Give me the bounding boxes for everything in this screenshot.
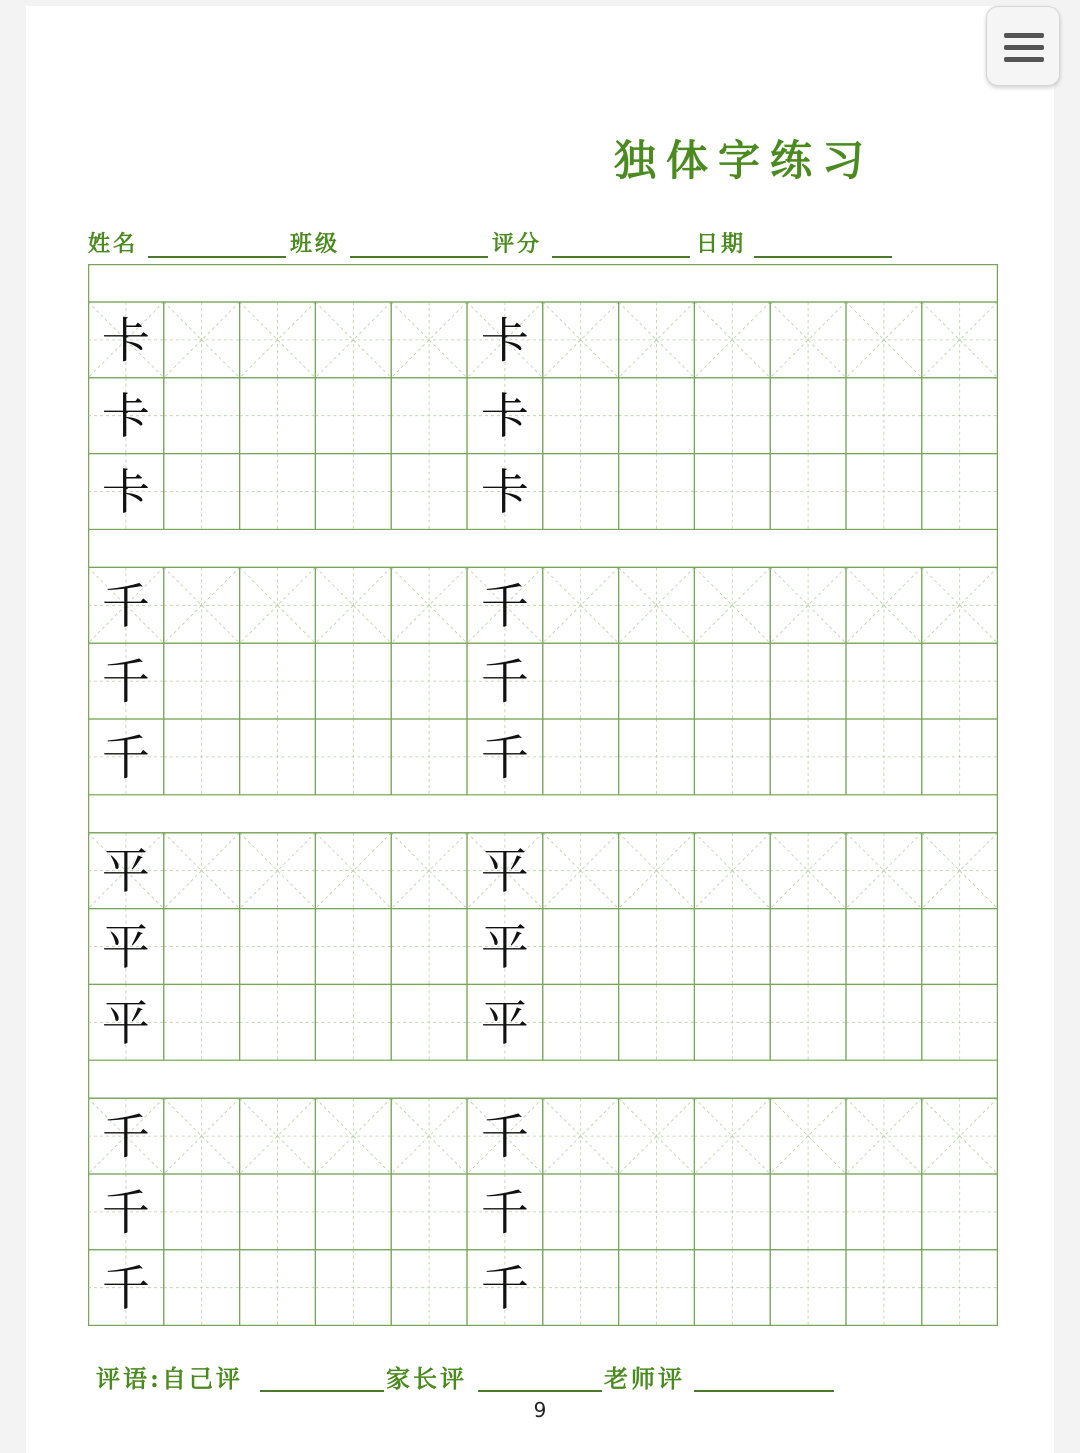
date-field[interactable]	[696, 226, 896, 262]
writing-cell[interactable]	[770, 302, 846, 378]
writing-cell[interactable]	[315, 1174, 391, 1250]
model-character: 千	[480, 1260, 529, 1317]
writing-cell[interactable]	[619, 1250, 695, 1326]
writing-cell[interactable]	[88, 302, 164, 378]
writing-cell[interactable]	[922, 1250, 998, 1326]
model-character: 卡	[101, 464, 150, 521]
writing-cell[interactable]	[619, 567, 695, 643]
writing-cell[interactable]	[619, 984, 695, 1060]
writing-cell[interactable]	[694, 1098, 770, 1174]
writing-cell[interactable]	[694, 719, 770, 795]
writing-cell[interactable]	[846, 567, 922, 643]
writing-cell[interactable]	[164, 909, 240, 985]
model-character: 千	[480, 1184, 529, 1241]
model-character: 卡	[101, 312, 150, 369]
writing-cell[interactable]	[164, 567, 240, 643]
writing-cell[interactable]	[164, 302, 240, 378]
writing-cell[interactable]	[543, 643, 619, 719]
writing-cell[interactable]	[467, 454, 543, 530]
writing-cell[interactable]	[164, 1174, 240, 1250]
writing-cell[interactable]	[391, 454, 467, 530]
writing-cell[interactable]	[164, 643, 240, 719]
writing-cell[interactable]	[619, 833, 695, 909]
writing-cell[interactable]	[88, 984, 164, 1060]
writing-cell[interactable]	[543, 833, 619, 909]
writing-cell[interactable]	[391, 909, 467, 985]
writing-cell[interactable]	[922, 984, 998, 1060]
writing-cell[interactable]	[315, 302, 391, 378]
writing-cell[interactable]	[770, 719, 846, 795]
footer-self-review[interactable]	[96, 1360, 386, 1396]
writing-cell[interactable]	[467, 833, 543, 909]
writing-cell[interactable]	[467, 719, 543, 795]
writing-cell[interactable]	[922, 833, 998, 909]
writing-cell[interactable]	[694, 909, 770, 985]
writing-cell[interactable]	[315, 1250, 391, 1326]
footer-parent-review[interactable]	[386, 1360, 604, 1396]
writing-cell[interactable]	[391, 567, 467, 643]
footer-teacher-review[interactable]	[604, 1360, 836, 1396]
writing-cell[interactable]	[543, 984, 619, 1060]
writing-cell[interactable]	[694, 984, 770, 1060]
writing-cell[interactable]	[543, 1250, 619, 1326]
model-character: 卡	[480, 388, 529, 445]
model-character: 平	[101, 919, 150, 976]
writing-cell[interactable]	[846, 1098, 922, 1174]
writing-cell[interactable]	[164, 984, 240, 1060]
writing-cell[interactable]	[543, 378, 619, 454]
model-character: 平	[101, 995, 150, 1052]
writing-cell[interactable]	[543, 909, 619, 985]
writing-cell[interactable]	[88, 643, 164, 719]
writing-cell[interactable]	[694, 454, 770, 530]
writing-cell[interactable]	[315, 643, 391, 719]
writing-cell[interactable]	[88, 909, 164, 985]
model-character: 千	[480, 654, 529, 711]
model-character: 平	[480, 995, 529, 1052]
writing-cell[interactable]	[240, 1098, 316, 1174]
writing-cell[interactable]	[619, 909, 695, 985]
writing-cell[interactable]	[315, 833, 391, 909]
model-character: 千	[101, 1260, 150, 1317]
model-character: 千	[101, 578, 150, 635]
writing-cell[interactable]	[619, 378, 695, 454]
writing-cell[interactable]	[922, 1098, 998, 1174]
writing-cell[interactable]	[391, 643, 467, 719]
writing-cell[interactable]	[240, 567, 316, 643]
writing-cell[interactable]	[391, 833, 467, 909]
writing-cell[interactable]	[240, 643, 316, 719]
writing-cell[interactable]	[770, 909, 846, 985]
writing-cell[interactable]	[88, 378, 164, 454]
model-character: 卡	[480, 312, 529, 369]
writing-cell[interactable]	[240, 719, 316, 795]
writing-cell[interactable]	[315, 984, 391, 1060]
writing-cell[interactable]	[164, 1250, 240, 1326]
writing-cell[interactable]	[88, 719, 164, 795]
self-review-underline	[260, 1390, 384, 1392]
writing-cell[interactable]	[164, 833, 240, 909]
writing-cell[interactable]	[846, 454, 922, 530]
writing-cell[interactable]	[694, 643, 770, 719]
name-field[interactable]	[88, 226, 288, 262]
footer-self-label	[96, 1359, 243, 1394]
score-label: 评分	[492, 231, 543, 257]
writing-cell[interactable]	[467, 1174, 543, 1250]
model-character: 千	[101, 729, 150, 786]
writing-cell[interactable]	[619, 454, 695, 530]
writing-cell[interactable]	[391, 984, 467, 1060]
writing-cell[interactable]	[467, 378, 543, 454]
writing-cell[interactable]	[164, 378, 240, 454]
writing-cell[interactable]	[846, 643, 922, 719]
writing-cell[interactable]	[922, 1174, 998, 1250]
writing-cell[interactable]	[846, 719, 922, 795]
writing-cell[interactable]	[88, 833, 164, 909]
practice-block	[88, 1098, 998, 1325]
writing-cell[interactable]	[846, 833, 922, 909]
writing-cell[interactable]	[543, 1174, 619, 1250]
writing-cell[interactable]	[922, 302, 998, 378]
writing-cell[interactable]	[467, 984, 543, 1060]
writing-cell[interactable]	[619, 302, 695, 378]
writing-cell[interactable]	[240, 378, 316, 454]
name-label: 姓名	[88, 231, 139, 257]
writing-cell[interactable]	[619, 1098, 695, 1174]
writing-cell[interactable]	[694, 1174, 770, 1250]
writing-cell[interactable]	[467, 567, 543, 643]
model-character: 平	[480, 843, 529, 900]
menu-button[interactable]	[986, 6, 1060, 86]
writing-cell[interactable]	[694, 378, 770, 454]
writing-cell[interactable]	[922, 719, 998, 795]
teacher-review-label: 老师评	[604, 1364, 685, 1393]
writing-cell[interactable]	[770, 378, 846, 454]
writing-cell[interactable]	[240, 909, 316, 985]
writing-cell[interactable]	[694, 567, 770, 643]
writing-cell[interactable]	[770, 1098, 846, 1174]
class-underline	[350, 256, 488, 258]
writing-cell[interactable]	[467, 1250, 543, 1326]
model-character: 千	[101, 1109, 150, 1166]
writing-cell[interactable]	[694, 302, 770, 378]
model-character: 千	[480, 729, 529, 786]
writing-cell[interactable]	[770, 833, 846, 909]
writing-cell[interactable]	[88, 567, 164, 643]
writing-cell[interactable]	[619, 643, 695, 719]
class-label: 班级	[290, 231, 341, 257]
model-character: 千	[101, 654, 150, 711]
writing-cell[interactable]	[240, 454, 316, 530]
writing-cell[interactable]	[467, 302, 543, 378]
writing-cell[interactable]	[543, 302, 619, 378]
writing-cell[interactable]	[88, 1250, 164, 1326]
writing-cell[interactable]	[88, 454, 164, 530]
self-review-label: 自己评	[161, 1364, 243, 1393]
writing-cell[interactable]	[846, 1174, 922, 1250]
score-field[interactable]	[492, 226, 692, 262]
writing-cell[interactable]	[922, 909, 998, 985]
practice-grid	[88, 264, 998, 1326]
writing-cell[interactable]	[391, 302, 467, 378]
model-character: 卡	[480, 464, 529, 521]
model-character: 卡	[101, 388, 150, 445]
writing-cell[interactable]	[391, 1250, 467, 1326]
writing-cell[interactable]	[164, 719, 240, 795]
practice-block	[88, 833, 998, 1060]
writing-cell[interactable]	[240, 1174, 316, 1250]
writing-cell[interactable]	[315, 567, 391, 643]
writing-cell[interactable]	[694, 833, 770, 909]
writing-cell[interactable]	[619, 719, 695, 795]
class-field[interactable]	[290, 226, 490, 262]
writing-cell[interactable]	[619, 1174, 695, 1250]
writing-cell[interactable]	[467, 643, 543, 719]
writing-cell[interactable]	[846, 378, 922, 454]
page-title: 独体字练习	[614, 136, 875, 185]
writing-cell[interactable]	[240, 833, 316, 909]
model-character: 千	[101, 1184, 150, 1241]
writing-cell[interactable]	[770, 643, 846, 719]
writing-cell[interactable]	[694, 1250, 770, 1326]
writing-cell[interactable]	[846, 1250, 922, 1326]
date-label: 日期	[696, 231, 747, 257]
practice-block	[88, 567, 998, 794]
writing-cell[interactable]	[922, 378, 998, 454]
score-underline	[552, 256, 690, 258]
writing-cell[interactable]	[543, 719, 619, 795]
writing-cell[interactable]	[467, 1098, 543, 1174]
writing-cell[interactable]	[164, 454, 240, 530]
writing-cell[interactable]	[467, 909, 543, 985]
writing-cell[interactable]	[922, 567, 998, 643]
model-character: 平	[480, 919, 529, 976]
model-character: 千	[480, 1109, 529, 1166]
parent-review-label: 家长评	[386, 1364, 467, 1393]
writing-cell[interactable]	[315, 909, 391, 985]
page-number: 9	[533, 1398, 547, 1422]
writing-cell[interactable]	[391, 1174, 467, 1250]
writing-cell[interactable]	[770, 1250, 846, 1326]
writing-cell[interactable]	[846, 302, 922, 378]
writing-cell[interactable]	[543, 1098, 619, 1174]
writing-cell[interactable]	[240, 302, 316, 378]
writing-cell[interactable]	[315, 454, 391, 530]
writing-cell[interactable]	[391, 719, 467, 795]
writing-cell[interactable]	[543, 454, 619, 530]
footer-prefix: 评语:	[96, 1364, 162, 1393]
writing-cell[interactable]	[770, 984, 846, 1060]
writing-cell[interactable]	[543, 567, 619, 643]
writing-cell[interactable]	[770, 454, 846, 530]
writing-cell[interactable]	[88, 1098, 164, 1174]
writing-cell[interactable]	[922, 643, 998, 719]
writing-cell[interactable]	[240, 1250, 316, 1326]
writing-cell[interactable]	[391, 378, 467, 454]
writing-cell[interactable]	[315, 378, 391, 454]
model-character: 千	[480, 578, 529, 635]
writing-cell[interactable]	[770, 1174, 846, 1250]
teacher-review-underline	[694, 1390, 834, 1392]
parent-review-underline	[478, 1390, 602, 1392]
practice-block	[88, 302, 998, 529]
writing-cell[interactable]	[315, 1098, 391, 1174]
writing-cell[interactable]	[88, 1174, 164, 1250]
date-underline	[754, 256, 892, 258]
writing-cell[interactable]	[770, 567, 846, 643]
writing-cell[interactable]	[164, 1098, 240, 1174]
writing-cell[interactable]	[922, 454, 998, 530]
model-character: 平	[101, 843, 150, 900]
writing-cell[interactable]	[315, 719, 391, 795]
writing-cell[interactable]	[846, 984, 922, 1060]
writing-cell[interactable]	[846, 909, 922, 985]
writing-cell[interactable]	[391, 1098, 467, 1174]
name-underline	[148, 256, 286, 258]
writing-cell[interactable]	[240, 984, 316, 1060]
